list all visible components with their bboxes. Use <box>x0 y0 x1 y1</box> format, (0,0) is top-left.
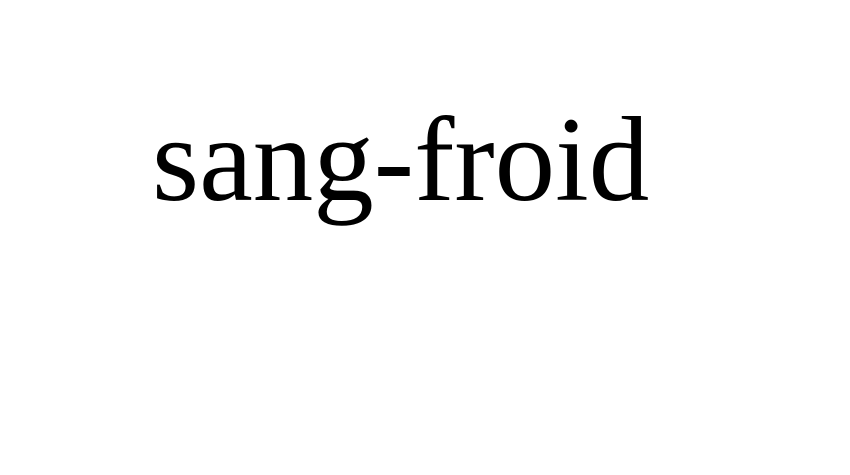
headword: sang-froid <box>152 93 650 227</box>
